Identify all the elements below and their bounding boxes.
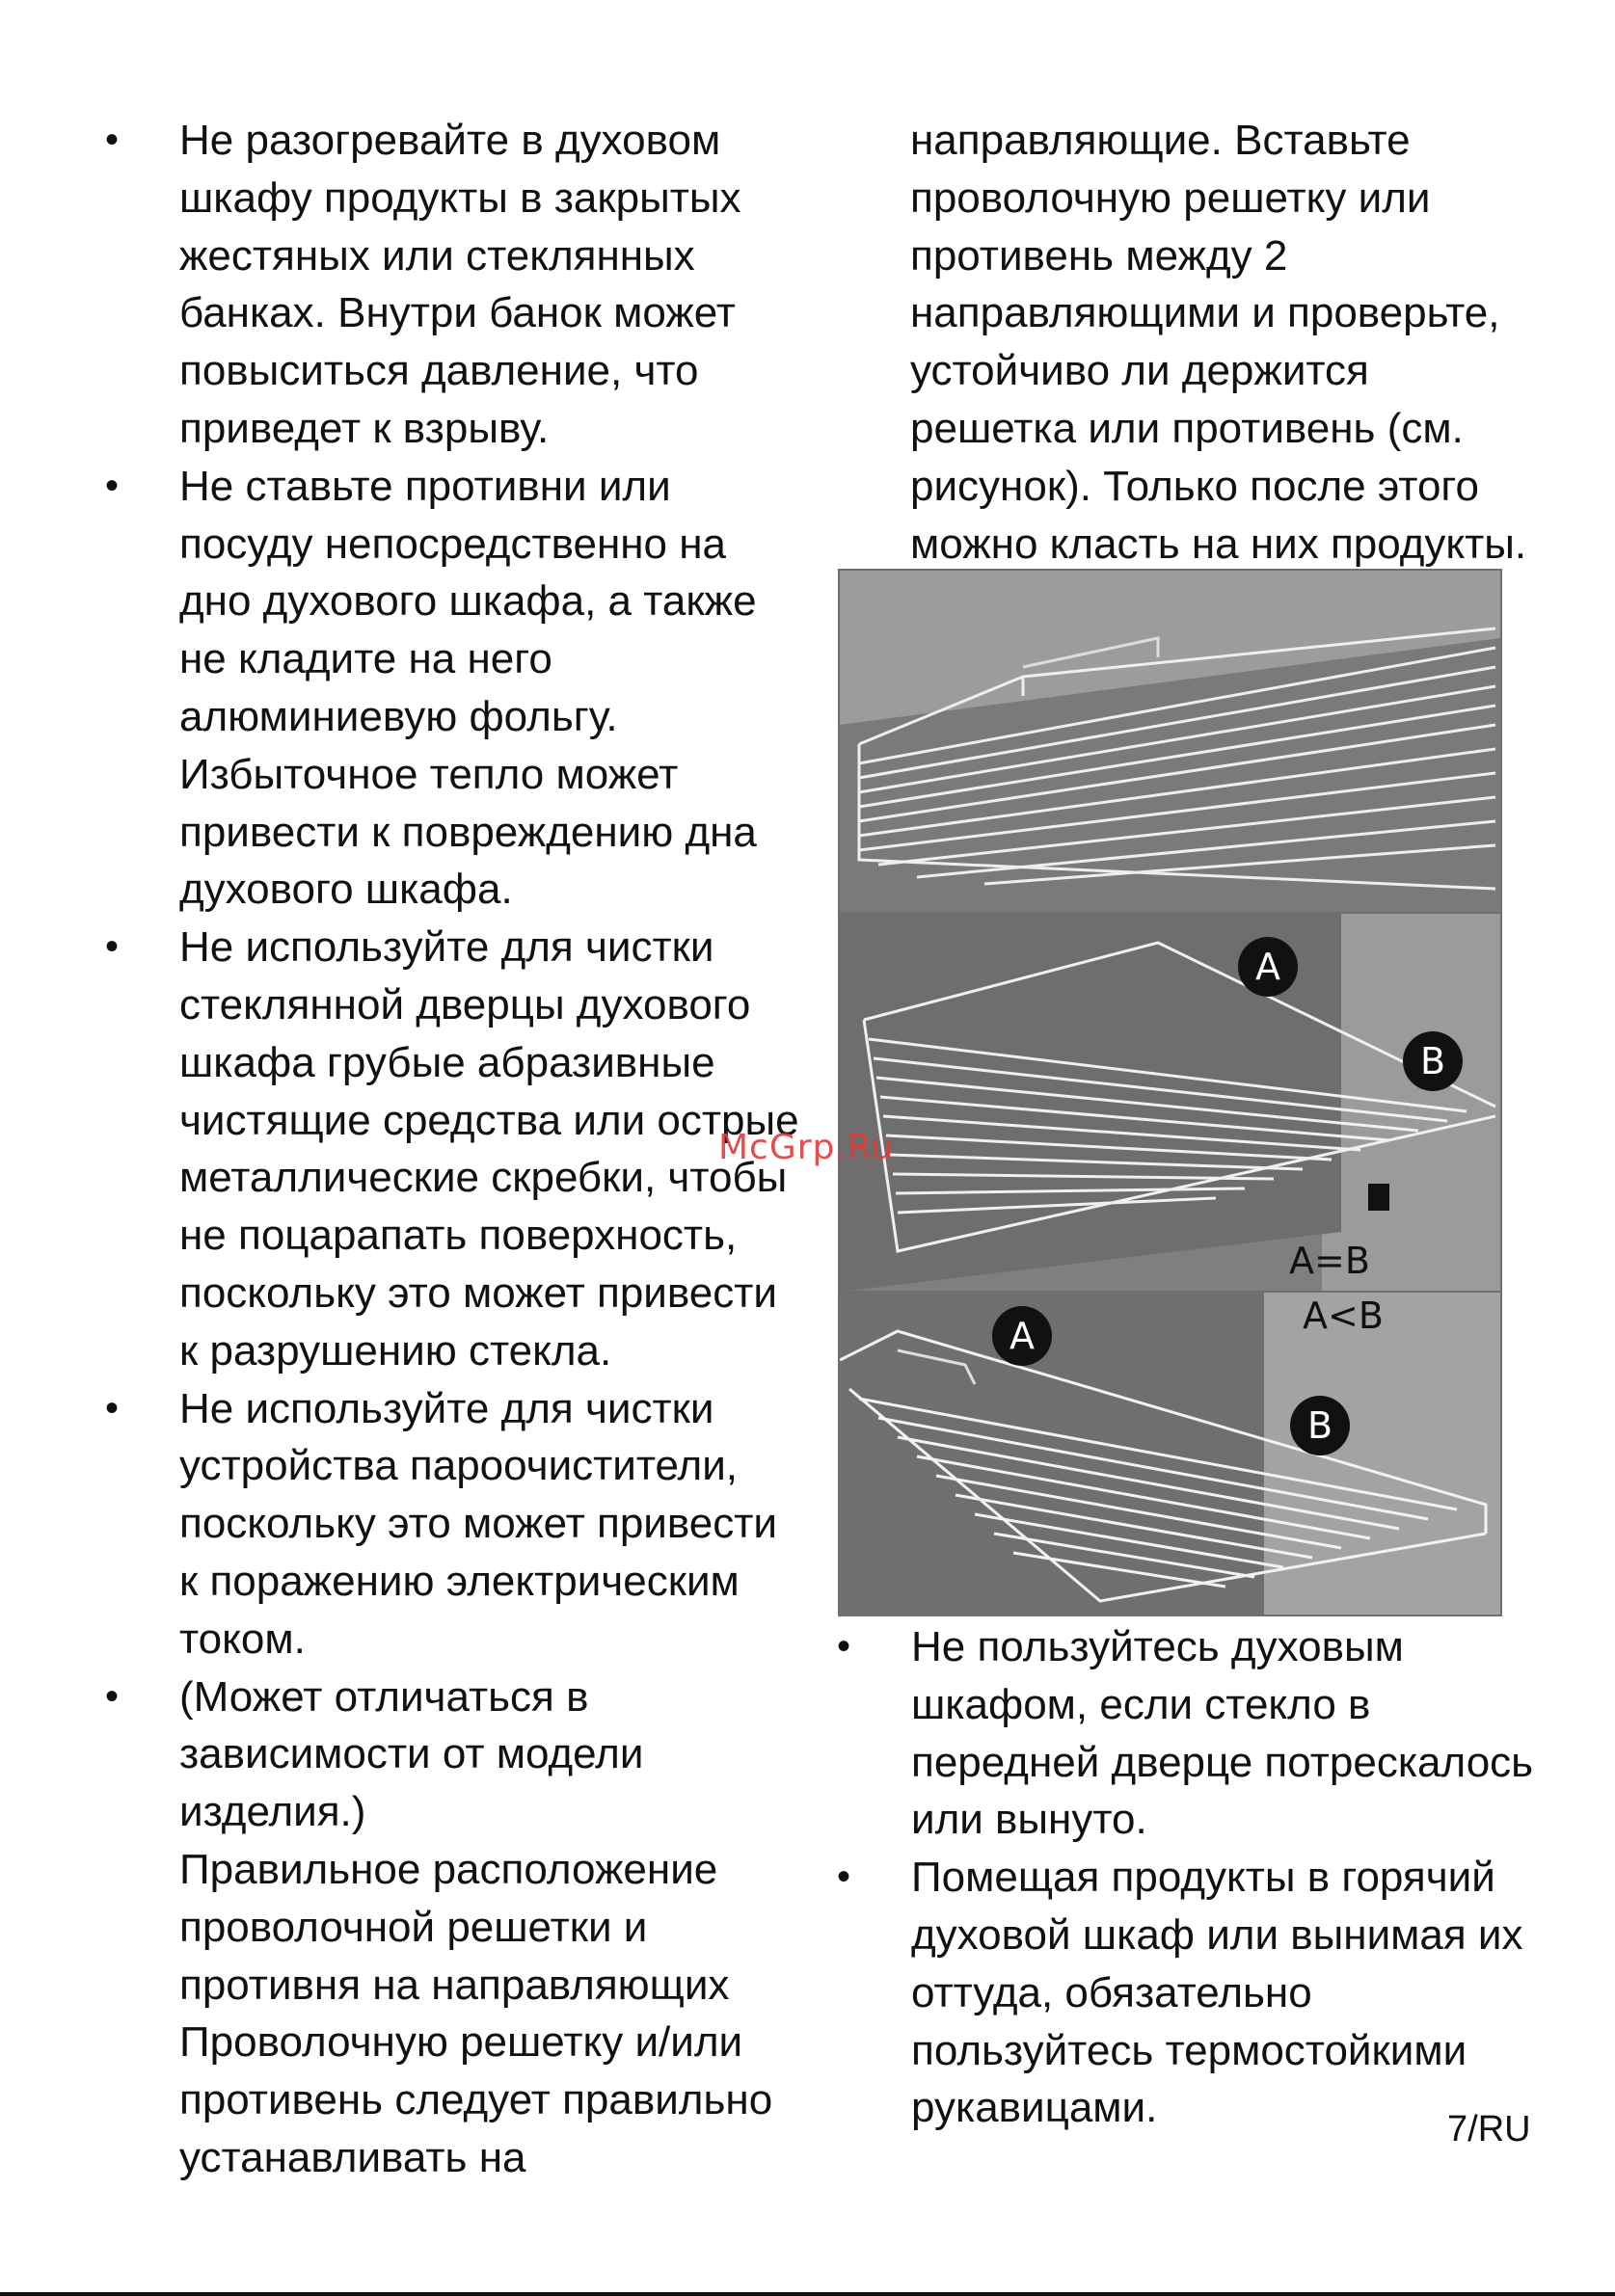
rack-illustration-top (840, 571, 1500, 913)
bullet-mark: • (105, 1386, 120, 1429)
text-line: Помещая продукты в горячий (911, 1854, 1495, 1902)
text-line: поскольку это может привести (179, 1500, 777, 1548)
text-line: (Может отличаться в (179, 1672, 589, 1721)
bullet-mark: • (105, 1674, 120, 1718)
bullet-mark: • (837, 1625, 851, 1668)
text-line: Не используйте для чистки (179, 923, 714, 972)
text-line: рукавицами. (911, 2084, 1158, 2132)
badge-a-icon: A (992, 1306, 1052, 1366)
bullet-item-oven-bottom (99, 458, 794, 919)
text-line: Не пользуйтесь духовым (911, 1623, 1404, 1670)
bullet-item-cracked-glass (831, 1618, 1534, 1849)
text-line: шкафу продукты в закрытых (179, 174, 741, 222)
label-a-equals-b: A=B (1289, 1240, 1370, 1282)
text-line: можно класть на них продукты. (910, 520, 1527, 568)
text-line: Проволочную решетку и/или (179, 2018, 743, 2067)
badge-a-icon: A (1238, 937, 1298, 997)
bottom-rule (0, 2292, 1615, 2296)
bullet-item-canned-food (99, 112, 794, 458)
text-line: проволочную решетку или (910, 174, 1431, 222)
text-line: зависимости от модели (179, 1730, 644, 1778)
text-line: привести к повреждению дна (179, 808, 757, 856)
text-line: током. (179, 1615, 306, 1663)
text-line: направляющими и проверьте, (910, 289, 1500, 337)
badge-b-icon: B (1290, 1396, 1350, 1455)
rack-placement-paragraph (99, 1841, 794, 2187)
text-line: Не ставьте противни или (179, 462, 671, 510)
text-line: проволочной решетки и (179, 1903, 648, 1951)
text-line: оттуда, обязательно (911, 1968, 1312, 2016)
rack-placement-continuation (831, 112, 1525, 573)
rack-illustration-incorrect (840, 1293, 1500, 1615)
text-line: передней дверце потрескалось (911, 1738, 1534, 1786)
text-line: Не разогревайте в духовом (179, 117, 721, 164)
text-line: повыситься давление, что (179, 347, 699, 395)
rack-photo-correct (838, 912, 1502, 1294)
text-line: шкафа грубые абразивные (179, 1038, 715, 1086)
text-line: противень следует правильно (179, 2076, 773, 2124)
text-line: противня на направляющих (179, 1961, 730, 2009)
text-line: решетка или противень (см. (910, 404, 1464, 452)
bullet-item-model-note (99, 1669, 794, 1841)
rack-photo-top (838, 569, 1502, 915)
text-line: или вынуто. (911, 1796, 1147, 1844)
left-column (99, 112, 799, 2187)
text-line: противень между 2 (910, 231, 1288, 280)
text-line: рисунок). Только после этого (910, 462, 1479, 510)
watermark: McGrp.Ru (718, 1128, 895, 1167)
rack-photo-incorrect (838, 1291, 1502, 1616)
text-line: приведет к взрыву. (179, 404, 550, 452)
text-line: духового шкафа. (179, 866, 513, 914)
text-line: направляющие. Вставьте (910, 117, 1411, 164)
bullet-item-oven-mitts (831, 1849, 1525, 2137)
label-a-less-than-b: A<B (1303, 1295, 1384, 1337)
text-line: устанавливать на (179, 2133, 526, 2181)
text-line: к поражению электрическим (179, 1557, 740, 1605)
page-number: 7/RU (1447, 2109, 1531, 2149)
text-line: металлические скребки, чтобы (179, 1154, 788, 1202)
text-line: алюминиевую фольгу. (179, 692, 618, 740)
text-line: Не используйте для чистки (179, 1384, 714, 1432)
text-line: не поцарапать поверхность, (179, 1212, 738, 1260)
bullet-mark: • (105, 925, 120, 969)
text-line: устойчиво ли держится (910, 347, 1369, 395)
text-line: изделия.) (179, 1788, 366, 1836)
bullet-mark: • (105, 119, 120, 161)
text-line: не кладите на него (179, 635, 552, 683)
bullet-item-steam-cleaner (99, 1380, 794, 1669)
right-column-intro (831, 112, 1525, 573)
text-line: банках. Внутри банок может (179, 289, 736, 337)
text-line: устройства пароочистители, (179, 1442, 739, 1490)
text-line: жестяных или стеклянных (179, 231, 695, 280)
bullet-mark: • (837, 1855, 851, 1899)
text-line: дно духового шкафа, а также (179, 577, 757, 626)
text-line: духовой шкаф или вынимая их (911, 1910, 1523, 1959)
text-line: шкафом, если стекло в (911, 1680, 1371, 1728)
text-line: к разрушению стекла. (179, 1326, 612, 1375)
right-column-bullets (831, 1618, 1534, 2137)
text-line: чистящие средства или острые (179, 1096, 799, 1144)
text-line: Избыточное тепло может (179, 750, 679, 798)
text-line: поскольку это может привести (179, 1268, 777, 1317)
text-line: стеклянной дверцы духового (179, 980, 751, 1028)
badge-b-icon: B (1403, 1031, 1463, 1091)
text-line: посуду непосредственно на (179, 520, 727, 568)
bullet-mark: • (105, 464, 120, 507)
text-line: Правильное расположение (179, 1845, 718, 1893)
text-line: пользуйтесь термостойкими (911, 2026, 1467, 2074)
bullet-item-glass-cleaning (99, 919, 799, 1379)
rack-illustration-correct (840, 914, 1500, 1292)
